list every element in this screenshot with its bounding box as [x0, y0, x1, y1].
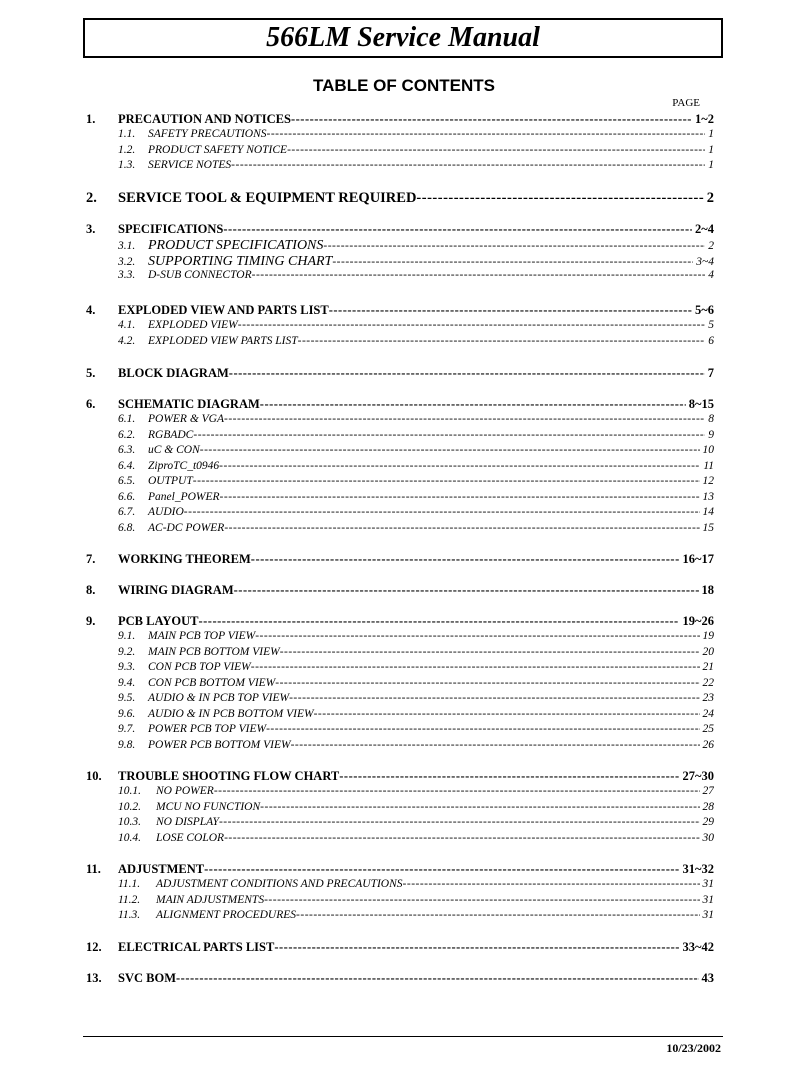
dot-leader	[219, 816, 700, 828]
section-number: 12.	[86, 940, 102, 954]
subsection-number: 9.1.	[118, 630, 136, 642]
dot-leader	[275, 677, 699, 689]
subsection-title: AUDIO	[148, 506, 184, 518]
section-number: 3.	[86, 222, 96, 236]
section-title: SPECIFICATIONS	[118, 222, 224, 236]
section-title: WORKING THEOREM	[118, 552, 251, 566]
subsection-title: ALIGNMENT PROCEDURES	[156, 909, 297, 921]
section-number: 1.	[86, 112, 96, 126]
dot-leader	[200, 444, 700, 456]
subsection-title: POWER & VGA	[148, 413, 225, 425]
toc-subsection-row[interactable]	[86, 894, 714, 910]
section-page: 27~30	[682, 769, 714, 783]
subsection-number: 9.4.	[118, 676, 136, 689]
section-page: 43	[701, 971, 714, 985]
section-page: 31~32	[682, 862, 714, 876]
section-title: EXPLODED VIEW AND PARTS LIST	[118, 303, 329, 317]
subsection-page: 23	[702, 692, 714, 704]
subsection-number: 6.5.	[118, 475, 136, 487]
subsection-page: 21	[702, 661, 714, 673]
toc-subsection-row[interactable]	[86, 708, 714, 724]
section-page: 8~15	[688, 397, 714, 411]
subsection-number: 6.1.	[118, 413, 136, 425]
section-number: 5.	[86, 366, 96, 380]
toc-subsection-row[interactable]	[86, 661, 714, 677]
subsection-number: 6.7.	[118, 506, 136, 518]
toc-section-row[interactable]	[86, 583, 714, 599]
dot-leader	[416, 190, 703, 206]
toc-heading: TABLE OF CONTENTS	[313, 76, 495, 95]
subsection-title: uC & CON	[148, 444, 200, 456]
subsection-page: 5	[708, 319, 714, 331]
section-page: 5~6	[694, 303, 714, 317]
dot-leader	[260, 397, 686, 412]
subsection-page: 27	[702, 785, 714, 797]
section-page: 1~2	[694, 112, 714, 126]
manual-title: 566LM Service Manual	[83, 18, 723, 58]
subsection-page: 19	[702, 630, 714, 642]
toc-subsection-row[interactable]	[86, 723, 714, 739]
toc-subsection-row[interactable]	[86, 335, 714, 351]
section-page: 19~26	[682, 614, 714, 628]
toc-subsection-row[interactable]	[86, 816, 714, 832]
section-title: PRECAUTION AND NOTICES	[118, 112, 291, 126]
subsection-title: OUTPUT	[148, 475, 193, 487]
subsection-number: 6.2.	[118, 428, 136, 441]
subsection-title: MCU NO FUNCTION	[156, 800, 261, 813]
toc-subsection-row[interactable]	[86, 506, 714, 522]
section-number: 9.	[86, 614, 96, 628]
subsection-title: SUPPORTING TIMING CHART	[148, 253, 333, 269]
subsection-number: 3.1.	[118, 240, 136, 252]
section-title: WIRING DIAGRAM	[118, 583, 234, 597]
toc-subsection-row[interactable]	[86, 319, 714, 335]
subsection-page: 2	[708, 240, 714, 252]
subsection-page: 1	[708, 159, 714, 171]
section-page: 33~42	[682, 940, 714, 954]
section-title: ELECTRICAL PARTS LIST	[118, 940, 275, 954]
toc-section-row[interactable]	[86, 552, 714, 568]
subsection-page: 22	[702, 676, 714, 689]
subsection-title: PRODUCT SAFETY NOTICE	[148, 143, 288, 156]
dot-leader	[224, 522, 699, 534]
toc-subsection-row[interactable]	[86, 878, 714, 894]
subsection-page: 31	[702, 909, 714, 921]
toc-subsection-row[interactable]	[86, 739, 714, 755]
subsection-number: 6.4.	[118, 459, 136, 472]
toc-subsection-row[interactable]	[86, 429, 714, 445]
subsection-title: RGBADC	[148, 428, 194, 441]
subsection-page: 31	[702, 893, 714, 906]
subsection-number: 3.3.	[118, 269, 136, 281]
subsection-title: MAIN ADJUSTMENTS	[156, 893, 265, 906]
dot-leader	[289, 692, 699, 704]
dot-leader	[287, 144, 705, 156]
subsection-page: 14	[702, 506, 714, 518]
toc-subsection-row[interactable]	[86, 801, 714, 817]
subsection-page: 20	[702, 645, 714, 658]
dot-leader	[219, 460, 700, 472]
dot-leader	[291, 112, 692, 127]
toc-subsection-row[interactable]	[86, 159, 714, 175]
toc-subsection-row[interactable]	[86, 269, 714, 285]
subsection-page: 12	[702, 475, 714, 487]
section-page: 2	[706, 190, 714, 206]
dot-leader	[266, 723, 699, 735]
subsection-number: 10.3.	[118, 816, 141, 828]
dot-leader	[314, 708, 700, 720]
subsection-title: AC-DC POWER	[148, 521, 225, 534]
subsection-title: ADJUSTMENT CONDITIONS AND PRECAUTIONS	[156, 878, 403, 890]
toc-section-row[interactable]	[86, 112, 714, 128]
toc-section-row[interactable]	[86, 769, 714, 785]
subsection-title: LOSE COLOR	[156, 831, 225, 844]
dot-leader	[238, 319, 706, 331]
dot-leader	[252, 269, 706, 281]
subsection-title: AUDIO & IN PCB BOTTOM VIEW	[148, 707, 314, 720]
subsection-page: 4	[708, 269, 714, 281]
dot-leader	[280, 646, 700, 658]
dot-leader	[296, 909, 699, 921]
subsection-title: NO POWER	[156, 785, 214, 797]
subsection-number: 6.3.	[118, 444, 136, 456]
subsection-title: EXPLODED VIEW	[148, 319, 238, 331]
dot-leader	[229, 366, 705, 381]
dot-leader	[176, 971, 699, 986]
dot-leader	[329, 303, 692, 318]
dot-leader	[251, 552, 680, 567]
subsection-number: 9.8.	[118, 738, 136, 751]
toc-subsection-row[interactable]	[86, 646, 714, 662]
section-page: 2~4	[694, 222, 714, 236]
dot-leader	[260, 801, 699, 813]
toc-subsection-row[interactable]	[86, 128, 714, 144]
section-page: 7	[707, 366, 714, 380]
section-number: 10.	[86, 769, 102, 783]
dot-leader	[291, 739, 700, 751]
subsection-number: 10.1.	[118, 785, 141, 797]
subsection-number: 6.8.	[118, 521, 136, 534]
section-number: 7.	[86, 552, 96, 566]
subsection-title: CON PCB TOP VIEW	[148, 661, 251, 673]
subsection-number: 3.2.	[118, 255, 136, 268]
subsection-number: 1.3.	[118, 159, 136, 171]
dot-leader	[198, 614, 679, 629]
subsection-number: 10.2.	[118, 800, 141, 813]
dot-leader	[204, 862, 679, 877]
subsection-number: 11.3.	[118, 909, 141, 921]
subsection-title: POWER PCB BOTTOM VIEW	[148, 738, 291, 751]
toc-subsection-row[interactable]	[86, 692, 714, 708]
toc-section-row[interactable]	[86, 971, 714, 987]
section-number: 2.	[86, 190, 97, 206]
toc-section-row[interactable]	[86, 862, 714, 878]
subsection-number: 9.7.	[118, 723, 136, 735]
subsection-title: MAIN PCB TOP VIEW	[148, 630, 256, 642]
section-number: 4.	[86, 303, 96, 317]
subsection-number: 9.5.	[118, 692, 136, 704]
toc-section-row[interactable]	[86, 190, 714, 206]
subsection-number: 9.2.	[118, 645, 136, 658]
subsection-number: 4.1.	[118, 319, 136, 331]
toc-subsection-row[interactable]	[86, 444, 714, 460]
dot-leader	[193, 429, 705, 441]
subsection-title: CON PCB BOTTOM VIEW	[148, 676, 276, 689]
subsection-number: 1.1.	[118, 128, 136, 140]
subsection-title: SERVICE NOTES	[148, 159, 232, 171]
subsection-title: MAIN PCB BOTTOM VIEW	[148, 645, 280, 658]
subsection-page: 31	[702, 878, 714, 890]
dot-leader	[231, 159, 705, 171]
dot-leader	[214, 785, 700, 797]
subsection-number: 4.2.	[118, 334, 136, 347]
subsection-number: 9.3.	[118, 661, 136, 673]
section-title: TROUBLE SHOOTING FLOW CHART	[118, 769, 340, 783]
dot-leader	[267, 128, 706, 140]
subsection-page: 10	[702, 444, 714, 456]
subsection-title: NO DISPLAY	[156, 816, 219, 828]
toc-section-row[interactable]	[86, 222, 714, 238]
dot-leader	[332, 256, 693, 268]
toc-subsection-row[interactable]	[86, 254, 714, 270]
toc-section-row[interactable]	[86, 940, 714, 956]
section-number: 8.	[86, 583, 96, 597]
toc-subsection-row[interactable]	[86, 832, 714, 848]
footer-date: 10/23/2002	[666, 1041, 721, 1055]
toc-section-row[interactable]	[86, 397, 714, 413]
subsection-title: SAFETY PRECAUTIONS	[148, 128, 267, 140]
section-number: 13.	[86, 971, 102, 985]
dot-leader	[184, 506, 700, 518]
subsection-page: 29	[702, 816, 714, 828]
subsection-page: 24	[702, 707, 714, 720]
subsection-title: PRODUCT SPECIFICATIONS	[148, 238, 324, 253]
page-column-label: PAGE	[672, 97, 700, 109]
toc-subsection-row[interactable]	[86, 909, 714, 925]
dot-leader	[234, 583, 699, 598]
section-title: SCHEMATIC DIAGRAM	[118, 397, 260, 411]
section-title: PCB LAYOUT	[118, 614, 199, 628]
dot-leader	[224, 832, 699, 844]
subsection-title: AUDIO & IN PCB TOP VIEW	[148, 692, 290, 704]
toc-subsection-row[interactable]	[86, 491, 714, 507]
section-number: 11.	[86, 862, 101, 876]
subsection-number: 1.2.	[118, 143, 136, 156]
subsection-number: 10.4.	[118, 831, 141, 844]
subsection-page: 8	[708, 413, 714, 425]
section-page: 18	[701, 583, 714, 597]
toc-section-row[interactable]	[86, 303, 714, 319]
subsection-title: ZiproTC_t0946	[148, 459, 220, 472]
subsection-title: D-SUB CONNECTOR	[148, 269, 252, 281]
toc-subsection-row[interactable]	[86, 677, 714, 693]
dot-leader	[274, 940, 679, 955]
dot-leader	[251, 661, 700, 673]
toc-subsection-row[interactable]	[86, 144, 714, 160]
subsection-number: 11.2.	[118, 893, 141, 906]
section-page: 16~17	[682, 552, 714, 566]
section-title: SVC BOM	[118, 971, 176, 985]
dot-leader	[339, 769, 679, 784]
subsection-title: Panel_POWER	[148, 490, 220, 503]
subsection-page: 11	[703, 459, 714, 472]
subsection-page: 1	[708, 143, 714, 156]
footer-divider	[83, 1036, 723, 1037]
subsection-page: 3~4	[696, 255, 714, 268]
toc-subsection-row[interactable]	[86, 785, 714, 801]
subsection-page: 26	[702, 738, 714, 751]
subsection-page: 25	[702, 723, 714, 735]
toc-subsection-row[interactable]	[86, 475, 714, 491]
dot-leader	[220, 491, 700, 503]
toc-section-row[interactable]	[86, 366, 714, 382]
dot-leader	[223, 222, 692, 237]
toc-subsection-row[interactable]	[86, 460, 714, 476]
subsection-number: 6.6.	[118, 490, 136, 503]
toc-subsection-row[interactable]	[86, 522, 714, 538]
dot-leader	[255, 630, 699, 642]
subsection-page: 6	[708, 334, 714, 347]
subsection-title: EXPLODED VIEW PARTS LIST	[148, 334, 298, 347]
toc-subsection-row[interactable]	[86, 413, 714, 429]
section-number: 6.	[86, 397, 96, 411]
toc-subsection-row[interactable]	[86, 630, 714, 646]
toc-section-row[interactable]	[86, 614, 714, 630]
toc-subsection-row[interactable]	[86, 238, 714, 254]
dot-leader	[224, 413, 705, 425]
section-title: BLOCK DIAGRAM	[118, 366, 229, 380]
subsection-number: 9.6.	[118, 707, 136, 720]
subsection-title: POWER PCB TOP VIEW	[148, 723, 267, 735]
subsection-page: 13	[702, 490, 714, 503]
subsection-page: 1	[708, 128, 714, 140]
dot-leader	[323, 240, 705, 252]
section-title: SERVICE TOOL & EQUIPMENT REQUIRED	[118, 190, 417, 206]
subsection-page: 9	[708, 428, 714, 441]
subsection-number: 11.1.	[118, 878, 141, 890]
dot-leader	[193, 475, 700, 487]
dot-leader	[403, 878, 700, 890]
section-title: ADJUSTMENT	[118, 862, 205, 876]
dot-leader	[264, 894, 699, 906]
subsection-page: 30	[702, 831, 714, 844]
subsection-page: 28	[702, 800, 714, 813]
subsection-page: 15	[702, 521, 714, 534]
dot-leader	[298, 335, 706, 347]
